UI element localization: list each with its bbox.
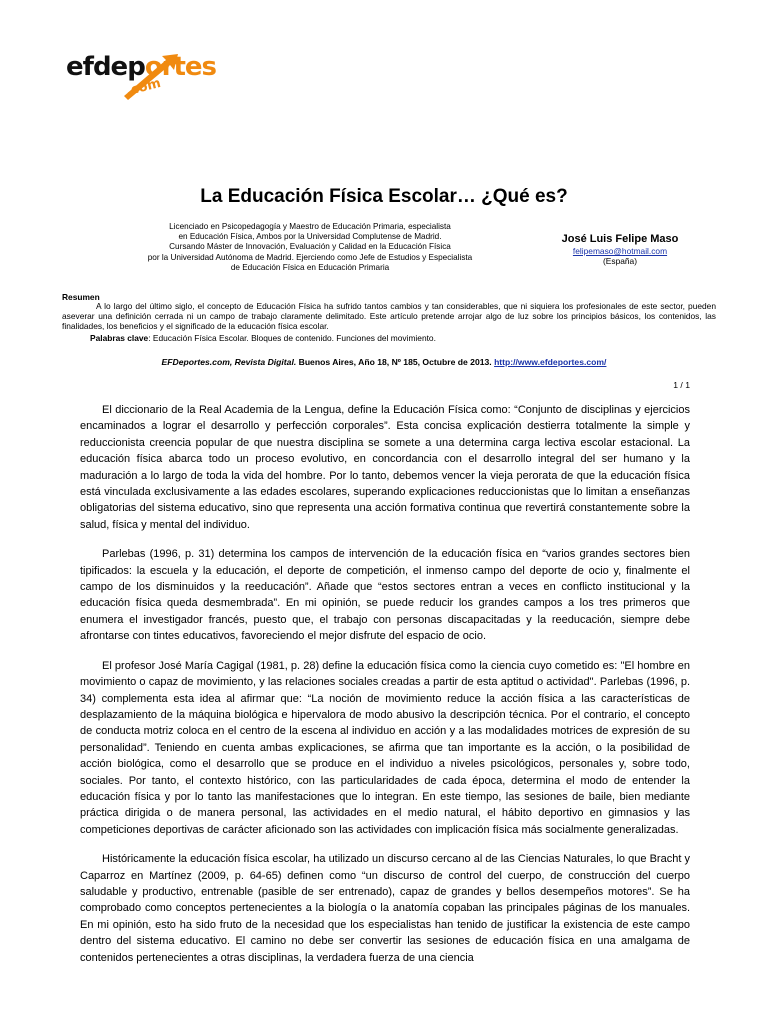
credential-line: en Educación Física, Ambos por la Universidad Complutense de Madrid. xyxy=(178,232,442,242)
body-paragraph: Parlebas (1996, p. 31) determina los campos de intervención de la educación física en “varios grandes sectores bien tipificados: la escuela y la educación, el deporte de competición, el inmenso campo del deporte de ocio y, finalmente el campo de los disminuidos y la reeducación”. Añade que “estos sectores entran a veces en conflicto institucional y la educación física queda desmembrada”. En mi opinión, se puede reducir los grandes campos a los tres primeros que enumera el investigador francés, puesto que, el trabajo con personas discapacitadas y la reeducación, siempre debe afrontarse con tintes educativos, favoreciendo el mejor disfrute del espacio de ocio. xyxy=(80,548,690,643)
keywords xyxy=(90,333,436,343)
abstract-heading: Resumen xyxy=(62,292,100,302)
citation-url-link[interactable]: http://www.efdeportes.com/ xyxy=(494,357,607,367)
author-credentials xyxy=(110,222,510,273)
article-title: La Educación Física Escolar… ¿Qué es? xyxy=(200,186,568,207)
author-email-link[interactable]: felipemaso@hotmail.com xyxy=(572,246,668,256)
author-block xyxy=(540,232,700,266)
keywords-list: : Educación Física Escolar. Bloques de contenido. Funciones del movimiento. xyxy=(148,333,436,343)
credential-line: de Educación Física en Educación Primaria xyxy=(230,262,390,272)
body-paragraph: El profesor José María Cagigal (1981, p. 28) define la educación física como la ciencia cuyo cometido es: "El hombre en movimiento o capaz de movimiento, y las relaciones sociales creadas a partir de esta aptitud o actividad". Parlebas (1996, p. 34) complementa esta idea al afirmar que: “La noción de movimiento reduce la acción física a las características de desplazamiento de la máquina biológica e hipervalora de modo abusivo la descripción técnica. Por el contrario, el concepto de conducta motriz coloca en el centro de la escena al individuo en acción y a las modalidades motrices de expresión de su personalidad”. Teniendo en cuenta ambas explicaciones, se afirma que tan importante es la acción, o la posibilidad de acción biológica, como el desarrollo que se produce en el individuo a niveles psicológicos, personales y, sobre todo, sociales. Por tanto, el contexto histórico, con las particularidades de cada época, determina el modo de entender la educación física y por lo tanto las manifestaciones que lo integran. En este tiempo, las sesiones de baile, bien mediante práctica dirigida o de manera personal, las actividades en el medio natural, el hábito deportivo en gimnasios y las competiciones deportivas de carácter aficionado son las actividades con implicación física más socialmente generalizadas. xyxy=(80,659,690,836)
citation-journal: EFDeportes.com, Revista Digital. xyxy=(161,357,297,367)
keywords-label: Palabras clave xyxy=(90,333,149,343)
citation-details: Buenos Aires, Año 18, Nº 185, Octubre de 2013. xyxy=(296,357,495,367)
credential-line: por la Universidad Autónoma de Madrid. Ejerciendo como Jefe de Estudios y Especialista xyxy=(147,252,473,262)
author-country: (España) xyxy=(603,256,637,266)
author-name: José Luis Felipe Maso xyxy=(561,233,679,245)
logo-wordmark: efdeportes xyxy=(66,52,217,82)
body-paragraph: El diccionario de la Real Academia de la Lengua, define la Educación Física como: “Conjunto de disciplinas y ejercicios encaminados a lograr el desarrollo y perfección corporales”. Esta concisa explicación destierra totalmente la simple y reduccionista creencia popular de que nuestra disciplina se somete a una determina carga lectiva escolar estacional. La educación física abarca todo un proceso evolutivo, en concordancia con el desarrollo integral del ser humano y la maduración a lo largo de toda la vida del hombre. Por lo tanto, debemos vencer la vieja perorata de que la educación física está vinculada exclusivamente a las edades escolares, superando explicaciones reduccionistas que lo limitan a enseñanzas obligatorias del sistema educativo, sino que representa una acción formativa continua que revertirá constantemente sobre la salud, física y mental del individuo. xyxy=(80,404,690,531)
credential-line: Licenciado en Psicopedagogía y Maestro de Educación Primaria, especialista xyxy=(169,222,451,231)
citation xyxy=(0,357,768,367)
article-body xyxy=(80,402,690,979)
page-number: 1 / 1 xyxy=(673,380,690,390)
credential-line: Cursando Máster de Innovación, Evaluación y Calidad en la Educación Física xyxy=(169,242,451,252)
body-paragraph: Históricamente la educación física escolar, ha utilizado un discurso cercano al de las Ciencias Naturales, lo que Bracht y Caparroz en Martínez (2009, p. 64-65) definen como “un discurso de control del cuerpo, de construcción del cuerpo saludable y productivo, entrenable (pasible de ser entrenado), capaz de grandes y bellos desempeños motores”. Se ha comprobado como conceptos pertenecientes a la biología o la anatomía copaban las principales páginas de los manuales. En mi opinión, esto ha sido fruto de la necesidad que los especialistas han tenido de justificar la existencia de este campo dentro del sistema educativo. El camino no debe ser convertir las sesiones de educación física en una amalgama de contenidos pertenecientes a otras disciplinas, la verdadera fuerza de una ciencia xyxy=(80,853,690,964)
logo-com: .com xyxy=(124,75,163,100)
abstract-text: A lo largo del último siglo, el concepto de Educación Física ha sufrido tantos cambios y tan considerables, que ni siquiera los profesionales de este sector, pueden aseverar una definición cerrada ni un campo de trabajo claramente delimitado. Este artículo pretende arrojar algo de luz sobre los principios básicos, los contenidos, las finalidades, los beneficios y el significado de la educación física escolar. xyxy=(62,301,716,332)
efdeportes-logo[interactable] xyxy=(66,46,217,106)
